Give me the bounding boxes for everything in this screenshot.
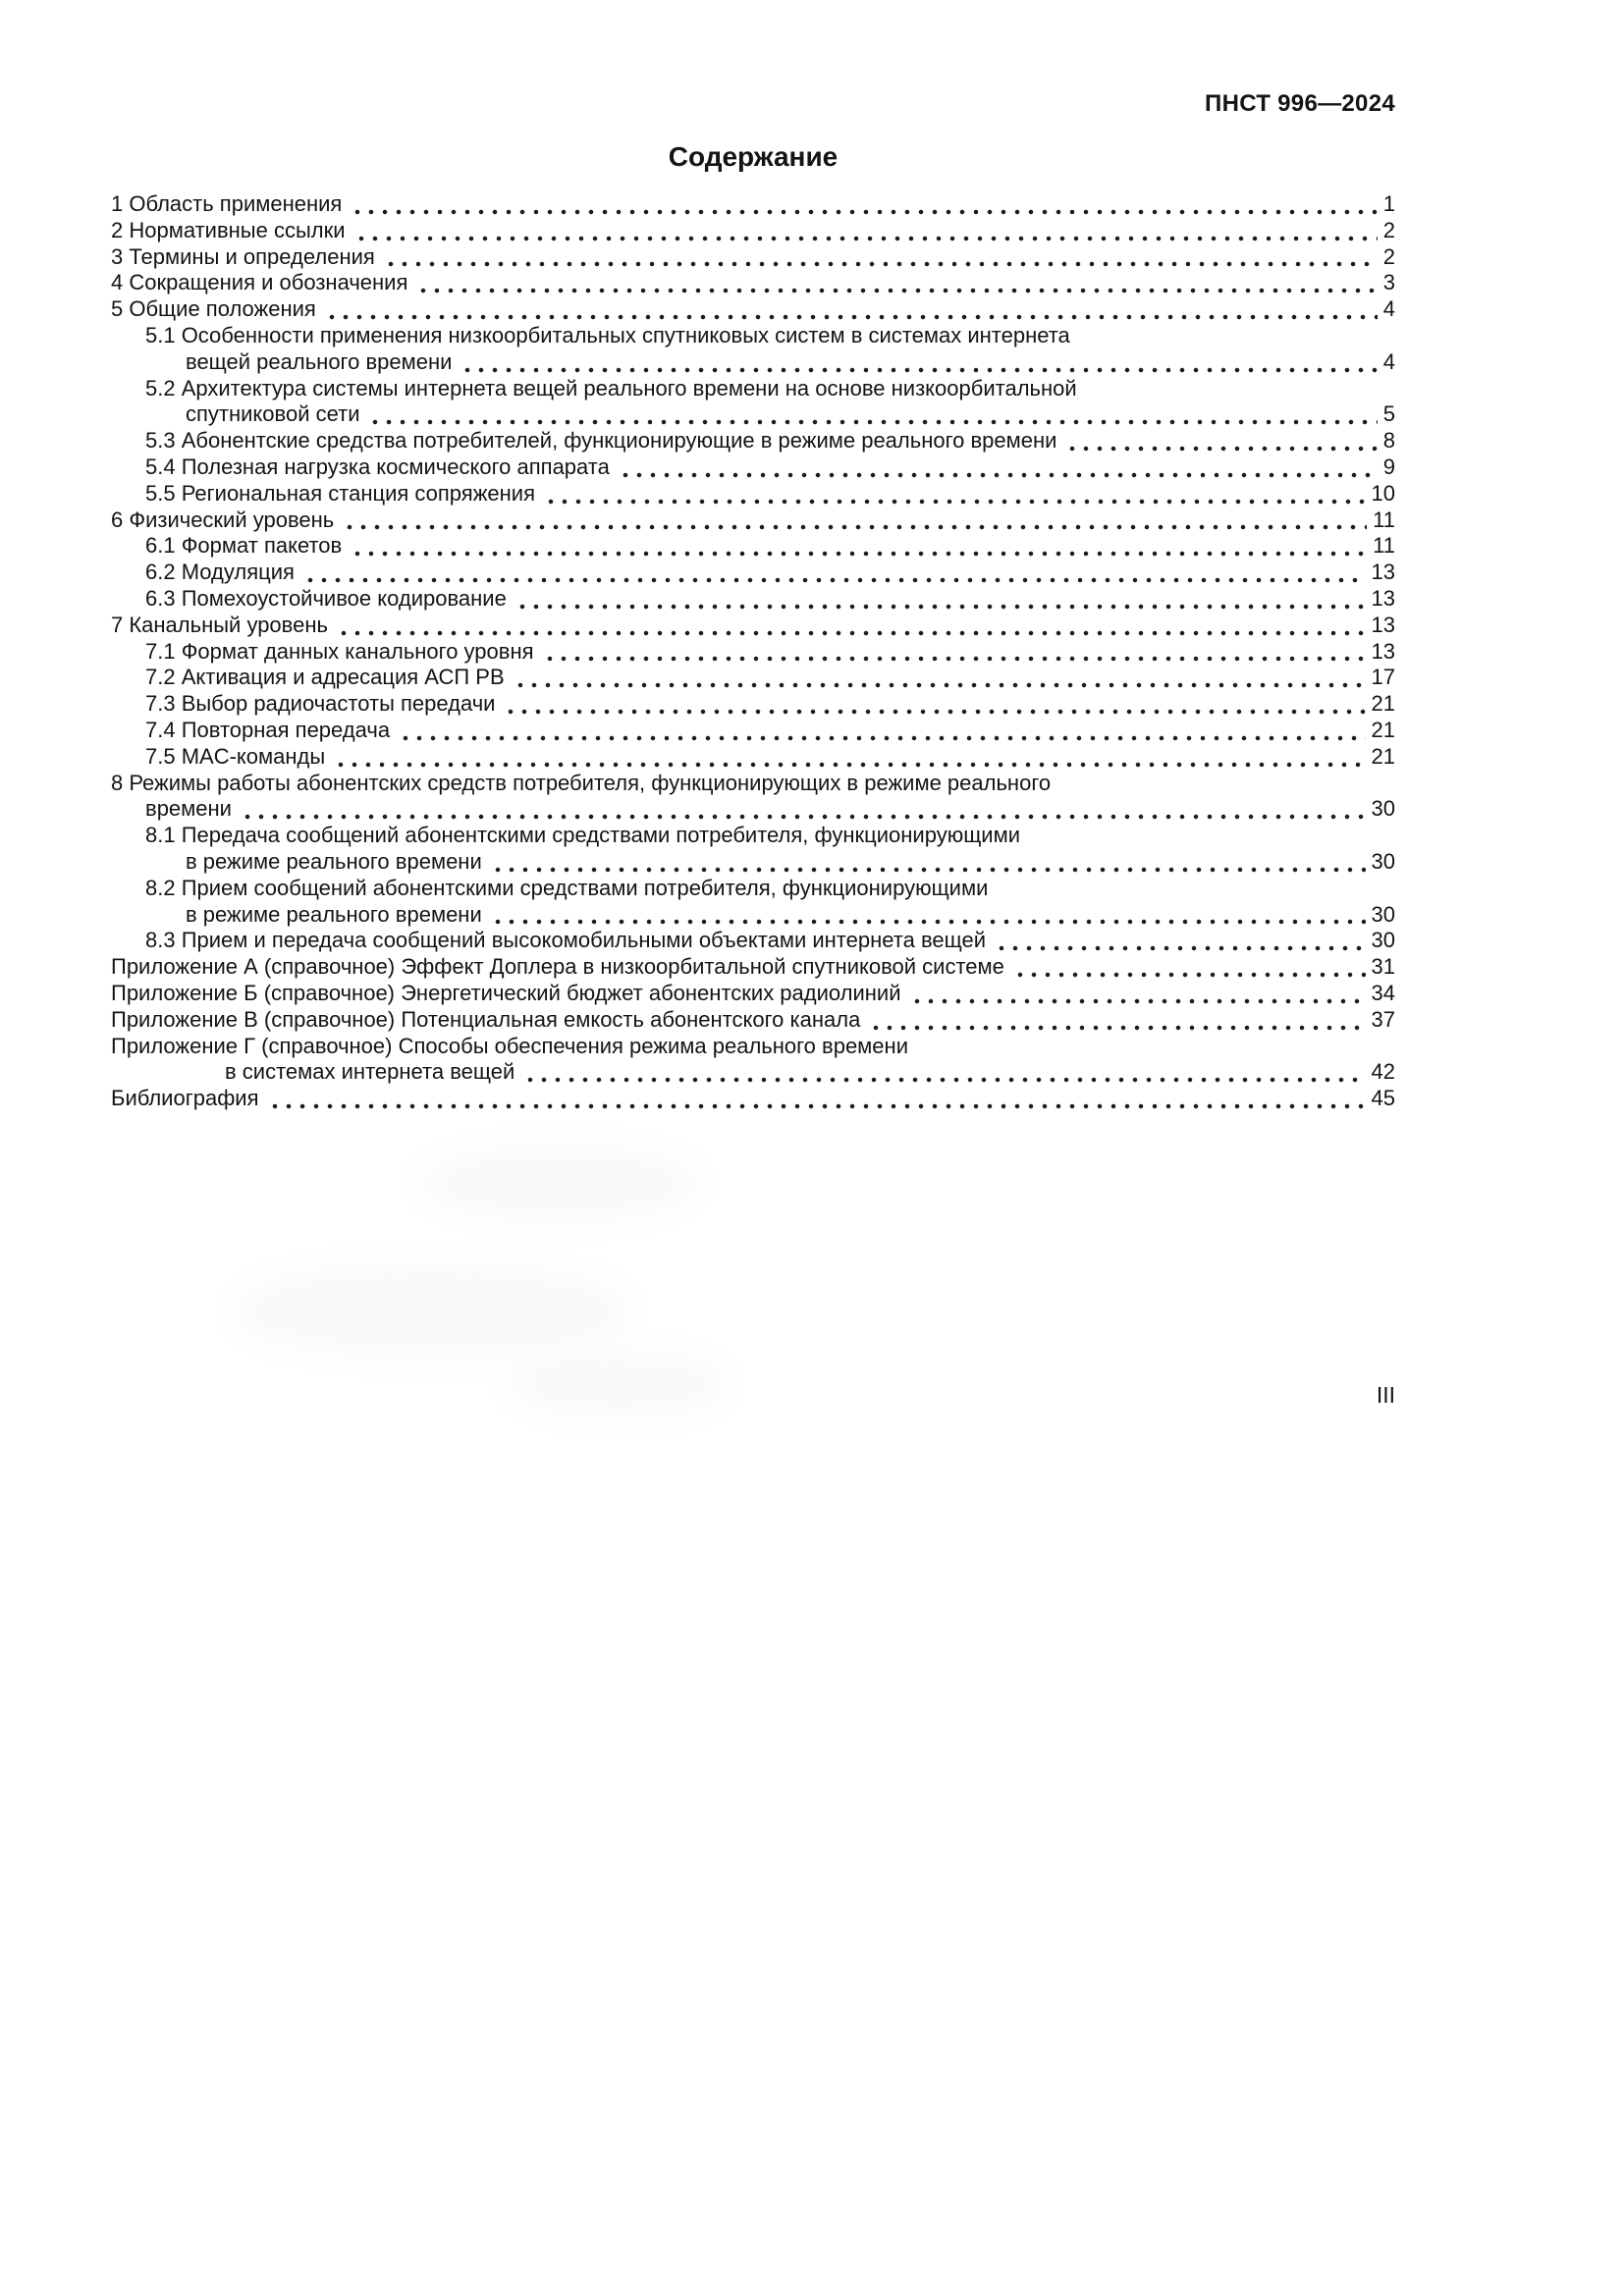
dot-leader — [1063, 428, 1377, 454]
toc-page-number: 11 — [1373, 533, 1395, 559]
toc-line — [111, 507, 1395, 534]
toc-line — [111, 560, 1395, 586]
toc-line — [111, 613, 1395, 639]
toc-line — [111, 718, 1395, 744]
toc-line — [111, 902, 1395, 929]
toc-entry-text: в системах интернета вещей — [225, 1059, 515, 1085]
toc-entry-text: 8 Режимы работы абонентских средств потребителя, функционирующих в режиме реального — [111, 770, 1052, 795]
toc-page-number: 30 — [1371, 796, 1395, 822]
toc-page-number: 1 — [1382, 191, 1395, 216]
toc-page-number: 2 — [1382, 243, 1395, 269]
scan-artifact — [511, 1355, 727, 1414]
toc-page-number: 10 — [1371, 480, 1395, 506]
dot-leader — [397, 718, 1365, 744]
dot-leader — [489, 849, 1366, 876]
toc-entry — [111, 744, 1395, 771]
toc-entry-text: 7.3 Выбор радиочастоты передачи — [145, 691, 496, 717]
toc-entry-text: 5.4 Полезная нагрузка космического аппарата — [145, 454, 610, 479]
toc-line — [111, 954, 1395, 981]
toc-page-number: 11 — [1373, 507, 1395, 532]
toc-line — [111, 533, 1395, 560]
toc-entry-text: 6 Физический уровень — [111, 507, 335, 532]
toc-line — [111, 744, 1395, 771]
toc-page-number: 30 — [1371, 928, 1395, 953]
toc-page-number: 13 — [1371, 560, 1395, 585]
dot-leader — [323, 296, 1378, 323]
dot-leader — [349, 533, 1367, 560]
toc-page-number: 3 — [1382, 270, 1395, 295]
dot-leader — [332, 744, 1365, 771]
dot-leader — [352, 218, 1378, 244]
toc-entry — [111, 613, 1395, 639]
toc-entry — [111, 928, 1395, 954]
page-number: III — [1376, 1382, 1395, 1408]
toc-line — [111, 928, 1395, 954]
toc-entry-text: в режиме реального времени — [186, 901, 482, 927]
toc-entry-text: 5.1 Особенности применения низкоорбитальных спутниковых систем в системах интернета — [145, 322, 1070, 347]
toc-entry — [111, 1034, 1395, 1087]
toc-entry — [111, 586, 1395, 613]
toc-entry — [111, 876, 1395, 929]
dot-leader — [867, 1007, 1365, 1034]
toc-entry — [111, 323, 1395, 376]
toc-page-number: 31 — [1371, 954, 1395, 980]
dot-leader — [617, 454, 1378, 481]
toc-entry — [111, 507, 1395, 534]
toc-entry-text: 8.2 Прием сообщений абонентскими средствами потребителя, функционирующими — [145, 875, 989, 900]
toc-entry-text: 6.3 Помехоустойчивое кодирование — [145, 585, 507, 611]
toc-page-number: 8 — [1382, 428, 1395, 454]
toc-line — [111, 771, 1395, 797]
toc-entry-text: 8.3 Прием и передача сообщений высокомобильными объектами интернета вещей — [145, 928, 986, 953]
dot-leader — [993, 928, 1366, 954]
dot-leader — [459, 349, 1377, 376]
toc-page-number: 4 — [1382, 348, 1395, 374]
dot-leader — [521, 1059, 1365, 1086]
toc-entry — [111, 244, 1395, 271]
document-code: ПНСТ 996—2024 — [1205, 90, 1395, 117]
toc-line — [111, 270, 1395, 296]
toc-page-number: 2 — [1382, 217, 1395, 242]
toc-page-number: 4 — [1382, 296, 1395, 322]
toc-line — [111, 454, 1395, 481]
toc-entry-text: 5 Общие положения — [111, 296, 316, 322]
toc-line — [111, 244, 1395, 271]
toc-entry — [111, 1007, 1395, 1034]
dot-leader — [341, 507, 1367, 534]
toc-entry-text: спутниковой сети — [186, 401, 360, 427]
toc-entry-text: 7.1 Формат данных канального уровня — [145, 638, 534, 664]
toc-line — [111, 1034, 1395, 1060]
toc-page-number: 13 — [1371, 638, 1395, 664]
dot-leader — [512, 665, 1366, 691]
toc-entry-text: времени — [145, 796, 232, 822]
toc-entry-text: 5.3 Абонентские средства потребителей, функционирующие в режиме реального времени — [145, 428, 1057, 454]
dot-leader — [1011, 954, 1366, 981]
toc-page-number: 21 — [1371, 717, 1395, 742]
toc-line — [111, 796, 1395, 823]
dot-leader — [366, 401, 1377, 428]
toc-line — [111, 876, 1395, 902]
toc-page-number: 13 — [1371, 612, 1395, 637]
toc-page-number: 42 — [1371, 1059, 1395, 1085]
toc-entry-text: Приложение В (справочное) Потенциальная емкость абонентского канала — [111, 1006, 861, 1032]
toc-entry — [111, 718, 1395, 744]
dot-leader — [414, 270, 1377, 296]
toc-page-number: 17 — [1371, 665, 1395, 690]
toc-line — [111, 586, 1395, 613]
toc-entry-text: Приложение А (справочное) Эффект Доплера в низкоорбитальной спутниковой системе — [111, 954, 1004, 980]
dot-leader — [349, 191, 1377, 218]
toc-entry-text: 6.1 Формат пакетов — [145, 533, 343, 559]
toc-entry — [111, 981, 1395, 1007]
toc-line — [111, 981, 1395, 1007]
dot-leader — [541, 639, 1366, 666]
toc-page-number: 13 — [1371, 585, 1395, 611]
toc-entry-text: 3 Термины и определения — [111, 243, 375, 269]
toc-entry — [111, 481, 1395, 507]
toc-entry-text: 8.1 Передача сообщений абонентскими средствами потребителя, функционирующими — [145, 823, 1020, 848]
toc-line — [111, 349, 1395, 376]
dot-leader — [382, 244, 1378, 271]
toc-entry-text: 4 Сокращения и обозначения — [111, 270, 408, 295]
toc-page-number: 21 — [1371, 691, 1395, 717]
toc-line — [111, 428, 1395, 454]
toc-entry — [111, 691, 1395, 718]
toc-entry-text: 6.2 Модуляция — [145, 560, 295, 585]
toc-line — [111, 376, 1395, 402]
toc-line — [111, 1007, 1395, 1034]
toc-page-number: 9 — [1382, 454, 1395, 479]
toc-page-number: 5 — [1382, 401, 1395, 427]
toc-line — [111, 691, 1395, 718]
dot-leader — [335, 613, 1366, 639]
toc-line — [111, 665, 1395, 691]
toc-page-number: 37 — [1371, 1006, 1395, 1032]
toc-line — [111, 639, 1395, 666]
toc-line — [111, 849, 1395, 876]
toc-entry — [111, 191, 1395, 218]
toc-entry-text: 7.2 Активация и адресация АСП РВ — [145, 665, 505, 690]
toc-entry — [111, 665, 1395, 691]
toc-line — [111, 481, 1395, 507]
dot-leader — [301, 560, 1366, 586]
toc-page-number: 30 — [1371, 901, 1395, 927]
toc-entry-text: 7.4 Повторная передача — [145, 717, 391, 742]
toc-line — [111, 323, 1395, 349]
dot-leader — [514, 586, 1366, 613]
toc-page-number: 45 — [1371, 1086, 1395, 1111]
toc-entry-text: 2 Нормативные ссылки — [111, 217, 346, 242]
toc-line — [111, 296, 1395, 323]
toc-entry-text: 1 Область применения — [111, 191, 343, 216]
toc-line — [111, 1086, 1395, 1112]
toc-entry-text: Приложение Б (справочное) Энергетический бюджет абонентских радиолиний — [111, 980, 901, 1005]
toc-entry-text: Библиография — [111, 1086, 259, 1111]
toc-list — [111, 191, 1395, 1112]
toc-entry-text: 5.5 Региональная станция сопряжения — [145, 480, 536, 506]
toc-entry — [111, 1086, 1395, 1112]
dot-leader — [502, 691, 1365, 718]
scan-artifact — [422, 1148, 697, 1217]
toc-entry — [111, 218, 1395, 244]
toc-entry — [111, 376, 1395, 429]
dot-leader — [266, 1086, 1366, 1112]
toc-entry-text: 7 Канальный уровень — [111, 612, 328, 637]
toc-entry-text: в режиме реального времени — [186, 848, 482, 874]
toc-entry-text: 7.5 MAC-команды — [145, 743, 326, 769]
toc-entry-text: Приложение Г (справочное) Способы обеспечения режима реального времени — [111, 1033, 908, 1058]
toc-entry — [111, 428, 1395, 454]
toc-entry — [111, 296, 1395, 323]
dot-leader — [489, 902, 1366, 929]
toc-page-number: 30 — [1371, 848, 1395, 874]
toc-entry — [111, 823, 1395, 876]
dot-leader — [542, 481, 1366, 507]
toc-entry — [111, 954, 1395, 981]
scan-artifact — [236, 1266, 628, 1355]
dot-leader — [908, 981, 1366, 1007]
toc-entry — [111, 454, 1395, 481]
toc-line — [111, 218, 1395, 244]
toc-page-number: 34 — [1371, 980, 1395, 1005]
toc-line — [111, 823, 1395, 849]
page-title: Содержание — [668, 141, 839, 172]
toc-entry — [111, 771, 1395, 824]
toc-entry-text: вещей реального времени — [186, 348, 453, 374]
toc-entry — [111, 639, 1395, 666]
dot-leader — [239, 796, 1366, 823]
toc-entry-text: 5.2 Архитектура системы интернета вещей реального времени на основе низкоорбитальной — [145, 375, 1077, 400]
toc-line — [111, 1059, 1395, 1086]
toc-line — [111, 191, 1395, 218]
toc-entry — [111, 533, 1395, 560]
toc-line — [111, 401, 1395, 428]
toc-page-number: 21 — [1371, 743, 1395, 769]
toc-entry — [111, 560, 1395, 586]
toc-entry — [111, 270, 1395, 296]
